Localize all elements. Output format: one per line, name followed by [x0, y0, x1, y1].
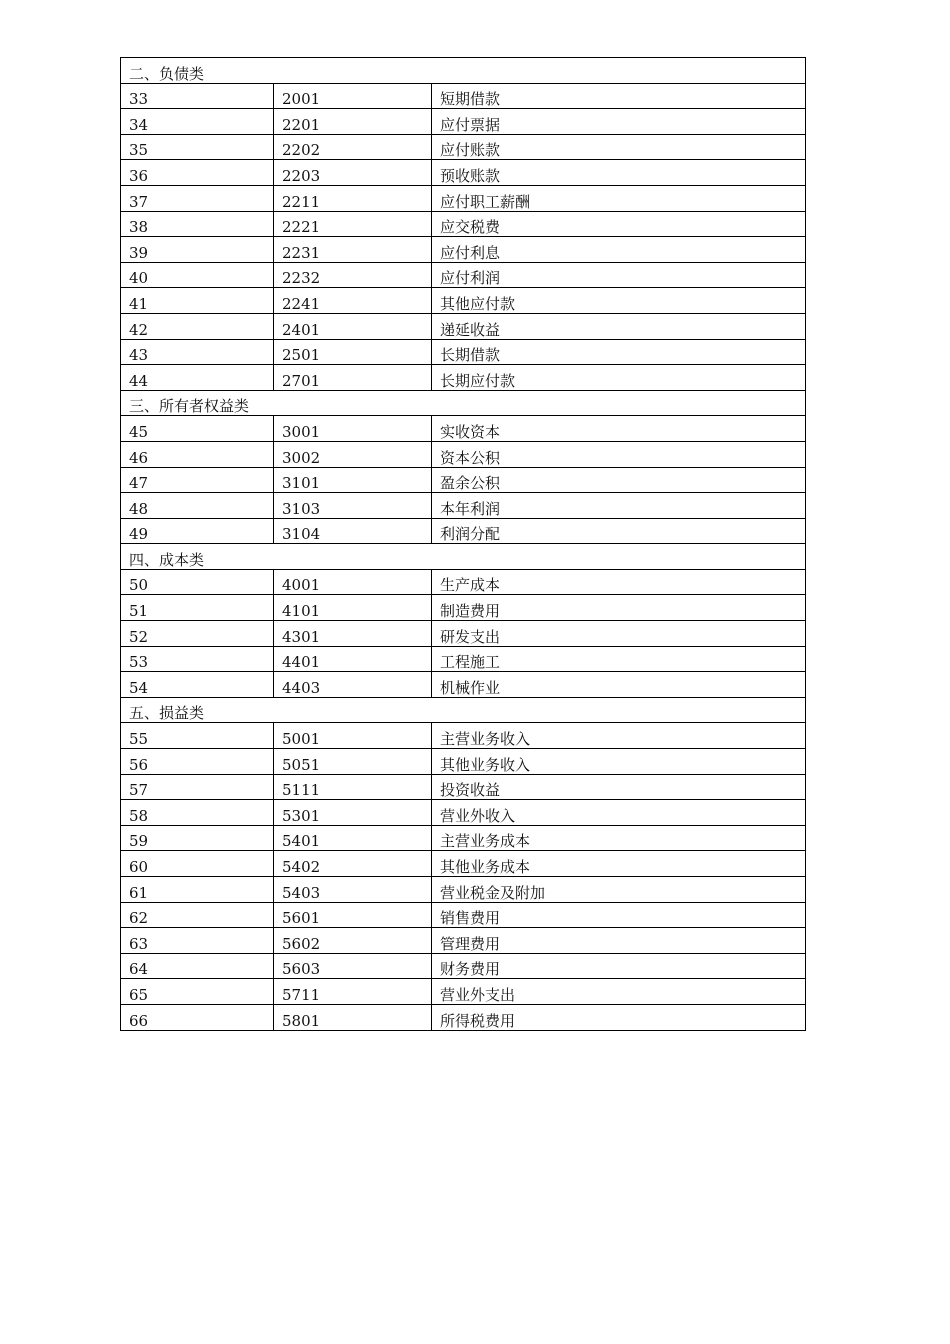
account-code-cell — [274, 825, 432, 851]
row-number-cell — [121, 339, 274, 365]
account-name-cell — [432, 1004, 806, 1030]
row-number: 55 — [129, 730, 149, 749]
account-code-cell — [274, 339, 432, 365]
section-header-row — [121, 544, 806, 570]
account-name: 研发支出 — [440, 627, 501, 646]
account-name: 管理费用 — [440, 934, 501, 953]
table-row — [121, 313, 806, 339]
account-code: 4301 — [282, 627, 321, 646]
row-number: 35 — [129, 141, 149, 160]
account-name-cell — [432, 953, 806, 979]
account-name: 应付利润 — [440, 269, 501, 288]
row-number-cell — [121, 953, 274, 979]
row-number: 54 — [129, 678, 149, 697]
section-title: 四、成本类 — [129, 550, 205, 569]
row-number-cell — [121, 800, 274, 826]
row-number-cell — [121, 493, 274, 519]
row-number-cell — [121, 774, 274, 800]
account-name-cell — [432, 749, 806, 775]
account-code: 2201 — [282, 115, 321, 134]
account-code: 2001 — [282, 90, 321, 109]
account-code-cell — [274, 979, 432, 1005]
account-name-cell — [432, 262, 806, 288]
row-number: 48 — [129, 499, 149, 518]
account-name: 主营业务收入 — [440, 730, 531, 749]
account-code-cell — [274, 365, 432, 391]
account-name: 投资收益 — [440, 781, 501, 800]
account-name: 应付账款 — [440, 141, 501, 160]
row-number-cell — [121, 825, 274, 851]
row-number-cell — [121, 569, 274, 595]
table-row — [121, 928, 806, 954]
account-code-cell — [274, 313, 432, 339]
row-number: 40 — [129, 269, 149, 288]
account-name-cell — [432, 877, 806, 903]
row-number: 47 — [129, 474, 149, 493]
account-name: 长期应付款 — [440, 371, 516, 390]
table-row — [121, 877, 806, 903]
row-number: 46 — [129, 448, 149, 467]
account-name: 营业外收入 — [440, 806, 516, 825]
row-number: 62 — [129, 909, 149, 928]
account-name-cell — [432, 160, 806, 186]
row-number-cell — [121, 518, 274, 544]
account-code: 4001 — [282, 576, 321, 595]
account-code: 3101 — [282, 474, 321, 493]
account-code-cell — [274, 953, 432, 979]
table-row — [121, 595, 806, 621]
account-code: 2241 — [282, 294, 321, 313]
table-row — [121, 569, 806, 595]
account-code: 5603 — [282, 960, 321, 979]
account-name-cell — [432, 416, 806, 442]
row-number-cell — [121, 134, 274, 160]
account-name: 营业税金及附加 — [440, 883, 546, 902]
account-code: 2203 — [282, 166, 321, 185]
table-row — [121, 851, 806, 877]
account-name-cell — [432, 825, 806, 851]
account-code: 3103 — [282, 499, 321, 518]
account-code-cell — [274, 1004, 432, 1030]
row-number: 50 — [129, 576, 149, 595]
account-code-cell — [274, 518, 432, 544]
row-number-cell — [121, 416, 274, 442]
row-number: 37 — [129, 192, 149, 211]
row-number: 53 — [129, 653, 149, 672]
account-name: 长期借款 — [440, 346, 501, 365]
row-number: 49 — [129, 525, 149, 544]
account-name: 所得税费用 — [440, 1011, 516, 1030]
table-row — [121, 134, 806, 160]
row-number-cell — [121, 237, 274, 263]
section-title: 五、损益类 — [129, 704, 205, 723]
account-name-cell — [432, 493, 806, 519]
row-number: 45 — [129, 422, 149, 441]
account-code-cell — [274, 774, 432, 800]
row-number-cell — [121, 672, 274, 698]
account-name: 营业外支出 — [440, 985, 516, 1004]
account-code: 5111 — [282, 781, 321, 800]
row-number-cell — [121, 211, 274, 237]
account-name-cell — [432, 774, 806, 800]
section-header-row — [121, 58, 806, 84]
account-name: 实收资本 — [440, 422, 501, 441]
account-code-cell — [274, 723, 432, 749]
account-name-cell — [432, 109, 806, 135]
row-number: 61 — [129, 883, 149, 902]
table-row — [121, 825, 806, 851]
account-name: 预收账款 — [440, 166, 501, 185]
account-code: 5403 — [282, 883, 321, 902]
account-name-cell — [432, 518, 806, 544]
account-name-cell — [432, 569, 806, 595]
account-name-cell — [432, 621, 806, 647]
accounts-table — [120, 57, 806, 1031]
account-name-cell — [432, 313, 806, 339]
section-title-cell — [121, 544, 806, 570]
account-code: 2701 — [282, 371, 321, 390]
row-number: 51 — [129, 602, 149, 621]
account-name-cell — [432, 902, 806, 928]
row-number: 42 — [129, 320, 149, 339]
row-number-cell — [121, 288, 274, 314]
row-number-cell — [121, 160, 274, 186]
account-name: 其他业务成本 — [440, 858, 531, 876]
account-code-cell — [274, 493, 432, 519]
account-code: 5601 — [282, 909, 321, 928]
row-number-cell — [121, 365, 274, 391]
table-row — [121, 1004, 806, 1030]
account-code: 2221 — [282, 218, 321, 237]
account-code: 2211 — [282, 192, 321, 211]
section-header-row — [121, 697, 806, 723]
account-name-cell — [432, 595, 806, 621]
account-code-cell — [274, 467, 432, 493]
account-code: 3104 — [282, 525, 321, 544]
row-number-cell — [121, 723, 274, 749]
account-code: 5402 — [282, 858, 321, 876]
account-code: 2231 — [282, 243, 321, 262]
table-row — [121, 621, 806, 647]
account-name: 财务费用 — [440, 960, 501, 979]
table-row — [121, 518, 806, 544]
row-number-cell — [121, 313, 274, 339]
row-number: 39 — [129, 243, 149, 262]
account-code-cell — [274, 672, 432, 698]
account-name: 递延收益 — [440, 320, 501, 339]
account-name: 短期借款 — [440, 90, 501, 109]
section-title-cell — [121, 58, 806, 84]
table-row — [121, 749, 806, 775]
row-number: 34 — [129, 115, 149, 134]
accounts-table-body — [121, 58, 806, 1031]
account-name: 机械作业 — [440, 678, 501, 697]
table-row — [121, 902, 806, 928]
table-row — [121, 953, 806, 979]
table-row — [121, 185, 806, 211]
table-row — [121, 672, 806, 698]
table-row — [121, 441, 806, 467]
row-number-cell — [121, 928, 274, 954]
table-row — [121, 339, 806, 365]
account-code: 2232 — [282, 269, 321, 288]
account-code: 5801 — [282, 1011, 321, 1030]
account-name-cell — [432, 365, 806, 391]
account-name-cell — [432, 441, 806, 467]
account-name: 应付职工薪酬 — [440, 192, 531, 211]
row-number-cell — [121, 185, 274, 211]
row-number-cell — [121, 441, 274, 467]
account-name-cell — [432, 134, 806, 160]
account-code-cell — [274, 288, 432, 314]
account-code-cell — [274, 749, 432, 775]
account-code: 5602 — [282, 934, 321, 953]
account-code-cell — [274, 621, 432, 647]
account-name: 盈余公积 — [440, 474, 501, 493]
account-code-cell — [274, 877, 432, 903]
account-code-cell — [274, 237, 432, 263]
row-number-cell — [121, 902, 274, 928]
account-code-cell — [274, 185, 432, 211]
row-number-cell — [121, 979, 274, 1005]
account-name-cell — [432, 185, 806, 211]
account-name-cell — [432, 928, 806, 954]
account-code: 4403 — [282, 678, 321, 697]
row-number: 52 — [129, 627, 149, 646]
row-number-cell — [121, 595, 274, 621]
table-row — [121, 646, 806, 672]
account-name: 应交税费 — [440, 218, 501, 237]
account-name-cell — [432, 467, 806, 493]
table-row — [121, 109, 806, 135]
table-row — [121, 979, 806, 1005]
table-row — [121, 288, 806, 314]
account-code: 5711 — [282, 985, 321, 1004]
row-number-cell — [121, 109, 274, 135]
account-code: 2401 — [282, 320, 321, 339]
table-row — [121, 365, 806, 391]
account-code-cell — [274, 595, 432, 621]
table-row — [121, 416, 806, 442]
row-number-cell — [121, 83, 274, 109]
account-name-cell — [432, 288, 806, 314]
account-code: 2501 — [282, 346, 321, 365]
account-name: 销售费用 — [440, 909, 501, 928]
account-code: 4401 — [282, 653, 321, 672]
account-code: 5001 — [282, 730, 321, 749]
account-code-cell — [274, 134, 432, 160]
account-name: 制造费用 — [440, 602, 501, 621]
account-name: 资本公积 — [440, 448, 501, 467]
account-code-cell — [274, 211, 432, 237]
account-name: 本年利润 — [440, 499, 501, 518]
account-code: 5401 — [282, 832, 321, 851]
table-row — [121, 774, 806, 800]
table-row — [121, 493, 806, 519]
section-title: 二、负债类 — [129, 64, 205, 83]
row-number: 58 — [129, 806, 149, 825]
account-code-cell — [274, 416, 432, 442]
row-number-cell — [121, 467, 274, 493]
account-name: 主营业务成本 — [440, 832, 531, 851]
account-name: 生产成本 — [440, 576, 501, 595]
row-number: 43 — [129, 346, 149, 365]
table-row — [121, 83, 806, 109]
account-code-cell — [274, 928, 432, 954]
row-number-cell — [121, 851, 274, 877]
row-number: 36 — [129, 166, 149, 185]
row-number-cell — [121, 646, 274, 672]
account-code: 3001 — [282, 422, 321, 441]
account-code-cell — [274, 83, 432, 109]
table-row — [121, 211, 806, 237]
row-number: 63 — [129, 934, 149, 953]
account-name: 应付利息 — [440, 243, 501, 262]
table-row — [121, 160, 806, 186]
account-code-cell — [274, 569, 432, 595]
row-number-cell — [121, 621, 274, 647]
row-number-cell — [121, 877, 274, 903]
account-code: 2202 — [282, 141, 321, 160]
account-code: 5301 — [282, 806, 321, 825]
account-name: 利润分配 — [440, 525, 501, 544]
account-code-cell — [274, 160, 432, 186]
row-number: 65 — [129, 985, 149, 1004]
account-name-cell — [432, 237, 806, 263]
account-code-cell — [274, 262, 432, 288]
row-number: 60 — [129, 858, 149, 876]
account-name-cell — [432, 723, 806, 749]
row-number: 66 — [129, 1011, 149, 1030]
table-row — [121, 800, 806, 826]
row-number: 38 — [129, 218, 149, 237]
account-name-cell — [432, 339, 806, 365]
account-code-cell — [274, 109, 432, 135]
account-code-cell — [274, 441, 432, 467]
section-title-cell — [121, 697, 806, 723]
account-code-cell — [274, 800, 432, 826]
row-number-cell — [121, 262, 274, 288]
account-name-cell — [432, 979, 806, 1005]
account-name-cell — [432, 211, 806, 237]
account-name-cell — [432, 83, 806, 109]
row-number-cell — [121, 1004, 274, 1030]
account-name-cell — [432, 800, 806, 826]
row-number: 56 — [129, 755, 149, 774]
account-name: 其他应付款 — [440, 294, 516, 313]
account-code-cell — [274, 646, 432, 672]
account-code-cell — [274, 902, 432, 928]
account-name: 其他业务收入 — [440, 755, 531, 774]
account-name-cell — [432, 851, 806, 877]
row-number-cell — [121, 749, 274, 775]
account-code: 3002 — [282, 448, 321, 467]
table-row — [121, 237, 806, 263]
account-name-cell — [432, 646, 806, 672]
row-number: 64 — [129, 960, 149, 979]
row-number: 59 — [129, 832, 149, 851]
row-number: 41 — [129, 294, 149, 313]
account-name: 工程施工 — [440, 653, 501, 672]
table-row — [121, 723, 806, 749]
section-header-row — [121, 390, 806, 416]
account-code: 4101 — [282, 602, 321, 621]
row-number: 33 — [129, 90, 149, 109]
account-code-cell — [274, 851, 432, 877]
section-title-cell — [121, 390, 806, 416]
row-number: 57 — [129, 781, 149, 800]
account-name: 应付票据 — [440, 115, 501, 134]
section-title: 三、所有者权益类 — [129, 397, 250, 416]
row-number: 44 — [129, 371, 149, 390]
table-row — [121, 467, 806, 493]
table-row — [121, 262, 806, 288]
account-code: 5051 — [282, 755, 321, 774]
account-name-cell — [432, 672, 806, 698]
